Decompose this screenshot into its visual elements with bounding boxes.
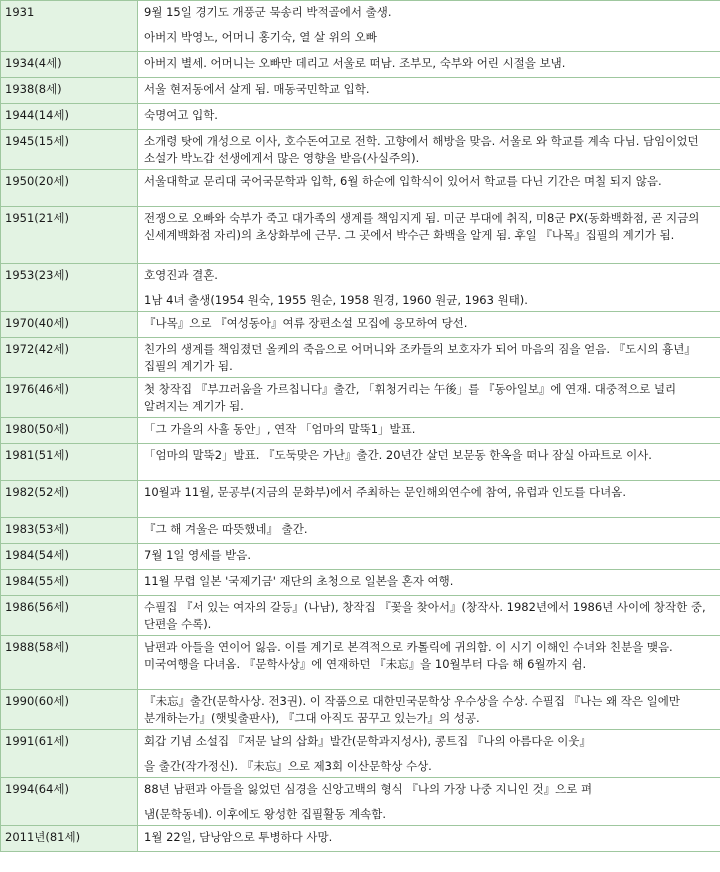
event-cell bbox=[138, 1, 720, 52]
event-text: 『未忘』출간(문학사상. 전3권). 이 작품으로 대한민국문학상 우수상을 수상. 수필집 『나는 왜 작은 일에만 분개하는가』(햇빛출판사), 『그대 아직도 꿈꾸고 있는가』의 성공. bbox=[144, 694, 680, 725]
event-cell bbox=[138, 104, 720, 130]
timeline-row bbox=[1, 518, 720, 544]
event-cell bbox=[138, 78, 720, 104]
event-text: 호영진과 결혼. bbox=[144, 268, 218, 282]
timeline-row bbox=[1, 52, 720, 78]
event-text: 1월 22일, 담낭암으로 투병하다 사망. bbox=[144, 830, 333, 844]
event-text: 「그 가을의 사흘 동안」, 연작 「엄마의 말뚝1」발표. bbox=[144, 422, 416, 436]
event-cell bbox=[138, 170, 720, 207]
event-cell bbox=[138, 730, 720, 778]
year-cell: 1970(40세) bbox=[1, 312, 138, 338]
event-text: 첫 창작집 『부끄러움을 가르칩니다』출간, 「휘청거리는 午後」를 『동아일보』에 연재. 대중적으로 널리 알려지는 계기가 됨. bbox=[144, 382, 677, 413]
year-cell: 1991(61세) bbox=[1, 730, 138, 778]
event-text: 아버지 박영노, 어머니 홍기숙, 열 살 위의 오빠 bbox=[144, 30, 377, 44]
year-cell: 1984(54세) bbox=[1, 544, 138, 570]
year-cell: 1981(51세) bbox=[1, 444, 138, 481]
event-text: 9월 15일 경기도 개풍군 묵송리 박적골에서 출생. bbox=[144, 5, 392, 19]
year-cell: 1934(4세) bbox=[1, 52, 138, 78]
year-cell: 1953(23세) bbox=[1, 264, 138, 312]
timeline-row bbox=[1, 636, 720, 690]
timeline-row bbox=[1, 481, 720, 518]
event-cell bbox=[138, 312, 720, 338]
year-cell: 1951(21세) bbox=[1, 207, 138, 264]
year-cell: 1990(60세) bbox=[1, 690, 138, 730]
timeline-row bbox=[1, 338, 720, 378]
event-cell bbox=[138, 444, 720, 481]
chronology-body bbox=[1, 1, 720, 852]
event-cell bbox=[138, 130, 720, 170]
year-cell: 1972(42세) bbox=[1, 338, 138, 378]
timeline-row bbox=[1, 444, 720, 481]
event-cell bbox=[138, 596, 720, 636]
event-cell bbox=[138, 378, 720, 418]
year-cell: 1976(46세) bbox=[1, 378, 138, 418]
event-cell bbox=[138, 826, 720, 852]
event-cell bbox=[138, 338, 720, 378]
timeline-row bbox=[1, 778, 720, 826]
year-cell: 1986(56세) bbox=[1, 596, 138, 636]
timeline-row bbox=[1, 730, 720, 778]
year-cell: 1980(50세) bbox=[1, 418, 138, 444]
timeline-row bbox=[1, 418, 720, 444]
timeline-row bbox=[1, 312, 720, 338]
event-text: 서울 현저동에서 살게 됨. 매동국민학교 입학. bbox=[144, 82, 370, 96]
event-cell bbox=[138, 418, 720, 444]
event-text: 소개령 탓에 개성으로 이사, 호수돈여고로 전학. 고향에서 해방을 맞음. 서울로 와 학교를 계속 다님. 담임이었던 소설가 박노갑 선생에게서 많은 영향을 받음(사실주의). bbox=[144, 134, 699, 165]
timeline-row bbox=[1, 130, 720, 170]
timeline-row bbox=[1, 170, 720, 207]
event-cell bbox=[138, 570, 720, 596]
event-cell bbox=[138, 481, 720, 518]
event-text: 회갑 기념 소설집 『저문 날의 삽화』발간(문학과지성사), 콩트집 『나의 아름다운 이웃』 bbox=[144, 734, 592, 748]
event-text: 88년 남편과 아들을 잃었던 심경을 신앙고백의 형식 『나의 가장 나중 지니인 것』으로 펴 bbox=[144, 782, 593, 796]
year-cell: 1984(55세) bbox=[1, 570, 138, 596]
year-cell: 1982(52세) bbox=[1, 481, 138, 518]
event-text: 남편과 아들을 연이어 잃음. 이를 계기로 본격적으로 카톨릭에 귀의함. 이 시기 이해인 수녀와 친분을 맺음. 미국여행을 다녀옴. 『문학사상』에 연재하던 『未忘』을 10월부터 다음 해 6월까지 쉼. bbox=[144, 640, 673, 671]
event-cell bbox=[138, 778, 720, 826]
timeline-row bbox=[1, 690, 720, 730]
year-cell: 1931 bbox=[1, 1, 138, 52]
year-cell: 1944(14세) bbox=[1, 104, 138, 130]
event-cell bbox=[138, 690, 720, 730]
year-cell: 2011년(81세) bbox=[1, 826, 138, 852]
event-cell bbox=[138, 207, 720, 264]
event-text: 전쟁으로 오빠와 숙부가 죽고 대가족의 생계를 책임지게 됨. 미군 부대에 취직, 미8군 PX(동화백화점, 곧 지금의 신세계백화점 자리)의 초상화부에 근무. 그 곳에서 박수근 화백을 알게 됨. 후일 『나목』집필의 계기가 됨. bbox=[144, 211, 700, 242]
event-text: 수필집 『서 있는 여자의 갈등』(나남), 창작집 『꽃을 찾아서』(창작사. 1982년에서 1986년 사이에 창작한 중, 단편을 수록). bbox=[144, 600, 706, 631]
event-text: 서울대학교 문리대 국어국문학과 입학, 6월 하순에 입학식이 있어서 학교를 다닌 기간은 며칠 되지 않음. bbox=[144, 174, 662, 188]
event-text: 10월과 11월, 문공부(지금의 문화부)에서 주최하는 문인해외연수에 참여, 유럽과 인도를 다녀옴. bbox=[144, 485, 627, 499]
year-cell: 1945(15세) bbox=[1, 130, 138, 170]
timeline-row bbox=[1, 826, 720, 852]
timeline-row bbox=[1, 596, 720, 636]
timeline-row bbox=[1, 570, 720, 596]
event-text: 『나목』으로 『여성동아』여류 장편소설 모집에 응모하여 당선. bbox=[144, 316, 468, 330]
event-text: 숙명여고 입학. bbox=[144, 108, 218, 122]
year-cell: 1938(8세) bbox=[1, 78, 138, 104]
event-text: 을 출간(작가정신). 『未忘』으로 제3회 이산문학상 수상. bbox=[144, 759, 432, 773]
timeline-row bbox=[1, 1, 720, 52]
timeline-row bbox=[1, 264, 720, 312]
timeline-row bbox=[1, 78, 720, 104]
event-text: 냄(문학동네). 이후에도 왕성한 집필활동 계속함. bbox=[144, 807, 386, 821]
timeline-row bbox=[1, 207, 720, 264]
year-cell: 1950(20세) bbox=[1, 170, 138, 207]
event-text: 7월 1일 영세를 받음. bbox=[144, 548, 252, 562]
event-cell bbox=[138, 518, 720, 544]
event-text: 「엄마의 말뚝2」발표. 『도둑맞은 가난』출간. 20년간 살던 보문동 한옥을 떠나 잠실 아파트로 이사. bbox=[144, 448, 652, 462]
event-cell bbox=[138, 544, 720, 570]
event-text: 11월 무렵 일본 '국제기금' 재단의 초청으로 일본을 혼자 여행. bbox=[144, 574, 454, 588]
event-cell bbox=[138, 52, 720, 78]
event-text: 1남 4녀 출생(1954 원숙, 1955 원순, 1958 원경, 1960 원균, 1963 원태). bbox=[144, 293, 528, 307]
event-text: 『그 해 겨울은 따뜻했네』 출간. bbox=[144, 522, 308, 536]
event-text: 친가의 생계를 책임졌던 올케의 죽음으로 어머니와 조카들의 보호자가 되어 마음의 짐을 얻음. 『도시의 흉년』집필의 계기가 됨. bbox=[144, 342, 696, 373]
event-cell bbox=[138, 264, 720, 312]
event-cell bbox=[138, 636, 720, 690]
timeline-row bbox=[1, 378, 720, 418]
year-cell: 1994(64세) bbox=[1, 778, 138, 826]
event-text: 아버지 별세. 어머니는 오빠만 데리고 서울로 떠남. 조부모, 숙부와 어린 시절을 보냄. bbox=[144, 56, 566, 70]
timeline-row bbox=[1, 544, 720, 570]
year-cell: 1988(58세) bbox=[1, 636, 138, 690]
year-cell: 1983(53세) bbox=[1, 518, 138, 544]
timeline-row bbox=[1, 104, 720, 130]
